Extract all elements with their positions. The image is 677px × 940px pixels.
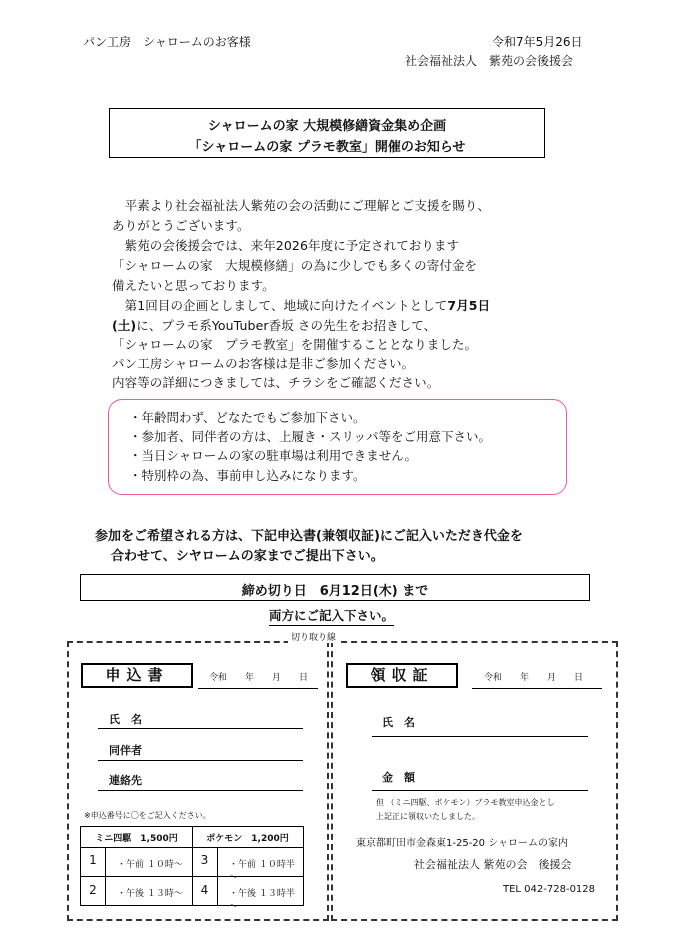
amount-field[interactable] [372, 790, 588, 791]
contact-label: 連絡先 [109, 774, 142, 787]
body-line-7 [112, 316, 436, 334]
sender: 社会福祉法人 紫苑の会後援会 [405, 54, 574, 68]
body-line-10: 内容等の詳細につきましては、チラシをご確認ください。 [112, 375, 440, 390]
name-field[interactable] [98, 728, 303, 729]
org-name: 社会福祉法人 紫苑の会 後援会 [414, 858, 572, 871]
request-line-1: 参加をご希望される方は、下記申込書(兼領収証)にご記入いただき代金を [95, 529, 523, 544]
option-number[interactable]: 4 [200, 883, 209, 897]
body-line-6-text: 第1回目の企画としまして、地域に向けたイベントとして [112, 298, 448, 313]
fill-both-note: 両方にご記入下さい。 [269, 606, 394, 626]
option-time: ・午後 １３時～ [117, 889, 183, 899]
notes-box [108, 399, 567, 495]
receipt-date-underline [472, 688, 602, 689]
title-box [109, 108, 545, 158]
option-time: ・午前 １０時～ [117, 860, 183, 870]
receipt-note-1: 但 （ミニ四駆、ポケモン）プラモ教室申込金とし [376, 798, 555, 807]
receipt-name-label: 氏 名 [382, 716, 415, 729]
application-title: 申込書 [81, 663, 193, 688]
option-number[interactable]: 1 [89, 853, 97, 867]
receipt-title: 領収証 [346, 663, 458, 688]
companion-label: 同伴者 [109, 744, 142, 757]
event-date: 7月5日 [447, 298, 491, 313]
companion-field[interactable] [98, 760, 303, 761]
cut-line-label: 切り取り線 [288, 630, 339, 643]
option-instruction: ※申込番号に〇をご記入ください。 [84, 811, 211, 820]
org-tel: TEL 042-728-0128 [503, 884, 596, 895]
body-line-5: 備えたいと思っております。 [112, 278, 275, 293]
note-item: ・参加者、同伴者の方は、上履き・スリッパ等をご用意下さい。 [129, 429, 492, 444]
option-header-pokemon: ポケモン 1,200円 [206, 834, 289, 844]
option-header-mini4wd: ミニ四駆 1,500円 [95, 834, 178, 844]
deadline: 締め切り日 6月12日(木) まで [241, 584, 429, 599]
receipt-date-label: 令和 年 月 日 [484, 673, 584, 683]
receipt-note-2: 上記正に領収いたしました。 [376, 812, 480, 821]
option-time: ・午後 １３時半～ [229, 889, 295, 912]
body-line-6 [112, 296, 490, 314]
body-line-3: 紫苑の会後援会では、来年2026年度に予定されております [112, 238, 460, 253]
option-number[interactable]: 2 [89, 883, 97, 897]
issue-date: 令和7年5月26日 [492, 35, 583, 49]
body-line-8: 「シャロームの家 プラモ教室」を開催することとなりました。 [112, 337, 478, 352]
deadline-box [80, 574, 590, 601]
body-line-4: 「シャロームの家 大規模修繕」の為に少しでも多くの寄付金を [112, 258, 478, 273]
request-line-2: 合わせて、シヤロームの家までご提出下さい。 [111, 549, 384, 564]
body-line-9: パン工房シャロームのお客様は是非ご参加ください。 [112, 356, 415, 371]
amount-label: 金 額 [382, 771, 415, 784]
title-line-2: 「シャロームの家 プラモ教室」開催のお知らせ [188, 140, 466, 155]
body-line-2: ありがとうございます。 [112, 218, 250, 233]
recipient: パン工房 シャロームのお客様 [83, 35, 251, 49]
body-line-1: 平素より社会福祉法人紫苑の会の活動にご理解とご支援を賜り、 [112, 198, 491, 213]
application-date-label: 令和 年 月 日 [209, 673, 309, 683]
name-label: 氏 名 [109, 713, 142, 726]
org-address: 東京都町田市金森東1-25-20 シャロームの家内 [356, 838, 569, 849]
receipt-name-field[interactable] [372, 736, 588, 737]
title-line-1: シャロームの家 大規模修繕資金集め企画 [207, 119, 447, 134]
note-item: ・特別枠の為、事前申し込みになります。 [129, 468, 366, 483]
event-weekday: (土) [112, 318, 137, 333]
option-table [80, 826, 304, 912]
body-line-7-text: に、プラモ系YouTuber香坂 さの先生をお招きして、 [136, 318, 437, 333]
option-number[interactable]: 3 [200, 853, 209, 867]
application-date-underline [198, 688, 318, 689]
contact-field[interactable] [98, 790, 303, 791]
note-item: ・年齢問わず、どなたでもご参加下さい。 [129, 410, 366, 425]
option-time: ・午前 １０時半～ [229, 860, 295, 883]
note-item: ・当日シャロームの家の駐車場は利用できません。 [129, 448, 418, 463]
